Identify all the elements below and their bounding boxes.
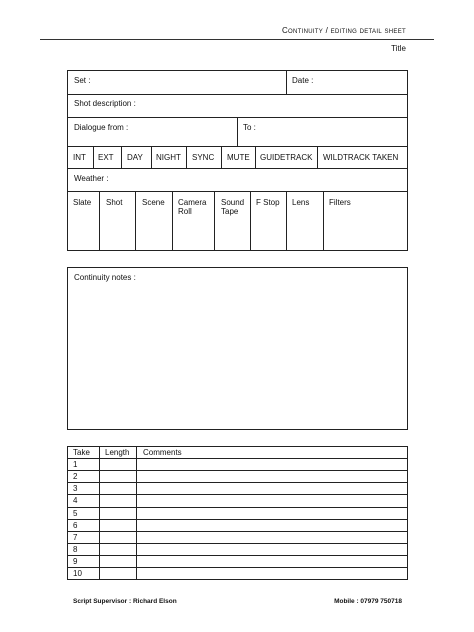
shot-description-field[interactable]: Shot description : — [74, 99, 136, 108]
option-night[interactable]: NIGHT — [156, 153, 181, 162]
table-row-take-number: 3 — [73, 484, 78, 493]
column-divider — [286, 191, 287, 251]
option-divider — [186, 146, 187, 168]
footer-mobile: Mobile : 07979 750718 — [334, 598, 402, 605]
continuity-notes-label: Continuity notes : — [74, 273, 136, 282]
footer-supervisor: Script Supervisor : Richard Elson — [73, 598, 177, 605]
option-sync[interactable]: SYNC — [192, 153, 215, 162]
table-row-divider — [67, 507, 408, 508]
table-row-take-number: 2 — [73, 472, 78, 481]
column-filters: Filters — [329, 198, 351, 207]
column-shot: Shot — [106, 198, 123, 207]
column-divider — [135, 191, 136, 251]
option-day[interactable]: DAY — [127, 153, 143, 162]
table-row-take-number: 1 — [73, 460, 78, 469]
column-divider — [99, 191, 100, 251]
option-divider — [151, 146, 152, 168]
column-scene: Scene — [142, 198, 165, 207]
row-divider — [67, 94, 408, 95]
title-label: Title — [391, 44, 406, 53]
option-int[interactable]: INT — [73, 153, 86, 162]
header-divider — [40, 39, 434, 40]
option-divider — [121, 146, 122, 168]
set-date-divider — [286, 70, 287, 94]
option-ext[interactable]: EXT — [98, 153, 114, 162]
column-divider — [214, 191, 215, 251]
column-sound-tape: Sound Tape — [221, 198, 245, 216]
option-divider — [317, 146, 318, 168]
table-row-divider — [67, 482, 408, 483]
table-row-divider — [67, 458, 408, 459]
option-wildtrack-taken[interactable]: WILDTRACK TAKEN — [323, 153, 399, 162]
table-header-comments: Comments — [143, 448, 182, 457]
table-header-length: Length — [105, 448, 130, 457]
table-row-divider — [67, 470, 408, 471]
table-row-divider — [67, 494, 408, 495]
table-row-take-number: 6 — [73, 521, 78, 530]
table-row-divider — [67, 531, 408, 532]
column-divider — [250, 191, 251, 251]
date-field[interactable]: Date : — [292, 76, 314, 85]
option-guidetrack[interactable]: GUIDETRACK — [260, 153, 313, 162]
table-row-take-number: 10 — [73, 569, 82, 578]
column-slate: Slate — [73, 198, 92, 207]
continuity-notes-box[interactable] — [67, 267, 408, 430]
table-row-take-number: 8 — [73, 545, 78, 554]
to-field[interactable]: To : — [243, 123, 256, 132]
weather-field[interactable]: Weather : — [74, 174, 109, 183]
option-divider — [221, 146, 222, 168]
column-divider — [172, 191, 173, 251]
option-divider — [93, 146, 94, 168]
table-row-divider — [67, 519, 408, 520]
set-field[interactable]: Set : — [74, 76, 91, 85]
takes-table — [67, 446, 408, 580]
column-f-stop: F Stop — [256, 198, 280, 207]
table-row-divider — [67, 567, 408, 568]
option-mute[interactable]: MUTE — [227, 153, 250, 162]
column-lens: Lens — [292, 198, 310, 207]
sheet-title: Continuity / editing detail sheet — [281, 26, 406, 35]
row-divider — [67, 191, 408, 192]
table-column-divider — [136, 446, 137, 580]
option-divider — [255, 146, 256, 168]
table-header-take: Take — [73, 448, 90, 457]
table-row-take-number: 9 — [73, 557, 78, 566]
table-row-take-number: 7 — [73, 533, 78, 542]
row-divider — [67, 146, 408, 147]
dialogue-to-divider — [237, 117, 238, 146]
table-row-take-number: 5 — [73, 509, 78, 518]
column-divider — [323, 191, 324, 251]
table-row-divider — [67, 555, 408, 556]
row-divider — [67, 168, 408, 169]
table-row-divider — [67, 543, 408, 544]
table-row-take-number: 4 — [73, 496, 78, 505]
column-camera-roll: Camera Roll — [178, 198, 207, 216]
dialogue-from-field[interactable]: Dialogue from : — [74, 123, 129, 132]
table-column-divider — [99, 446, 100, 580]
